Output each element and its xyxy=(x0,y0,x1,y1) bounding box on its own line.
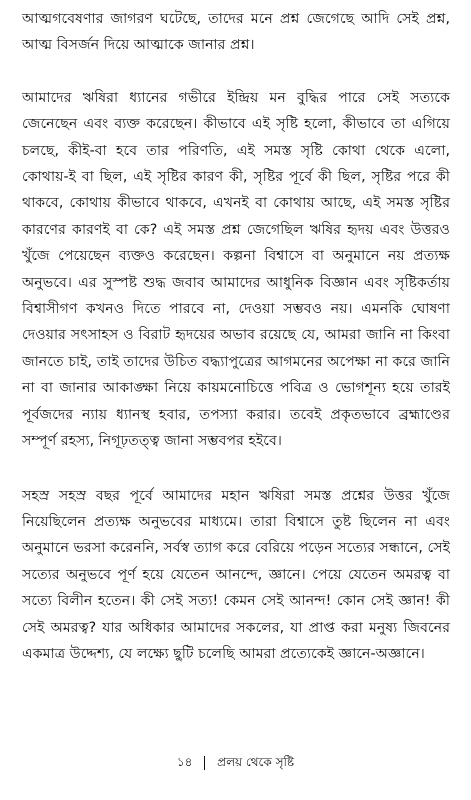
page-body xyxy=(22,6,450,667)
page-number: ১৪ xyxy=(176,755,193,769)
paragraph-3: সহস্র সহস্র বছর পূর্বে আমাদের মহান ঋষিরা সমস্ত প্রশ্নের উত্তর খুঁজে নিয়েছিলেন প্রত্যক্ষ অনুভবের মাধ্যমে। তারা বিশ্বাসে তুষ্ট ছিলেন না এবং অনুমানে ভরসা করেননি, সর্বস্ব ত্যাগ করে বেরিয়ে পড়েন সত্যের সন্ধানে, সেই সত্যের অনুভবে পূর্ণ হয়ে যেতেন আনন্দে, জ্ঞানে। পেয়ে যেতেন অমরত্ব বা সত্যে বিলীন হতেন। কী সেই সত্য! কেমন সেই আনন্দ! কোন সেই জ্ঞান! কী সেই অমরত্ব? যার অধিকার আমাদের সকলের, যা প্রাপ্ত করা মনুষ্য জিবনের একমাত্র উদ্দেশ্য, যে লক্ষ্যে ছুটি চলেছি আমরা প্রত্যেকেই জ্ঞানে-অজ্ঞানে। xyxy=(22,487,450,662)
page-footer xyxy=(0,752,471,772)
paragraph-1: আত্মগবেষণার জাগরণ ঘটেছে, তাদের মনে প্রশ্ন জেগেছে আদি সেই প্রশ্ন, আত্ম বিসর্জন দিয়ে আত্মাকে জানার প্রশ্ন। xyxy=(22,11,450,54)
paragraph-2: আমাদের ঋষিরা ধ্যানের গভীরে ইন্দ্রিয় মন বুদ্ধির পারে সেই সত্যকে জেনেছেন এবং ব্যক্ত করেছেন। কীভাবে এই সৃষ্টি হলো, কীভাবে তা এগিয়ে চলছে, কীই-বা হবে তার পরিণতি, এই সমস্ত সৃষ্টি কোথা থেকে এলো, কোথায়-ই বা ছিল, এই সৃষ্টির কারণ কী, সৃষ্টির পূর্বে কী ছিল, সৃষ্টির পরে কী থাকবে, কোথায় কীভাবে থাকবে, এখনই বা কোথায় আছে, এই সমস্ত সৃষ্টির কারণের কারণই বা কে? এই সমস্ত প্রশ্ন জেগেছিল ঋষির হৃদয় এবং উত্তরও খুঁজে পেয়েছেন ব্যক্তও করেছেন। কল্পনা বিশ্বাসে বা অনুমানে নয় প্রত্যক্ষ অনুভবে। এর সুস্পষ্ট শুদ্ধ জবাব আমাদের আধুনিক বিজ্ঞান এবং সৃষ্টিকর্তায় বিশ্বাসীগণ কখনও দিতে পারবে না, দেওয়া সম্ভবও নয়। এমনকি ঘোষণা দেওয়ার সৎসাহস ও বিরাট হৃদয়ের অভাব রয়েছে যে, আমরা জানি না কিংবা জানতে চাই, তাই তাদের উচিত বদ্ধ্যাপুত্রের আগমনের অপেক্ষা না করে জানি না বা জানার আকাঙ্ক্ষা নিয়ে কায়মনোচিত্তে পবিত্র ও ভোগশূন্য হয়ে তারই পূর্বজদের ন্যায় ধ্যানস্থ হবার, তপস্যা করার। তবেই প্রকৃতভাবে ব্রহ্মাণ্ডের সম্পূর্ণ রহস্য, নিগূঢ়তত্ত্ব জানা সম্ভবপর হইবে। xyxy=(22,89,450,450)
book-title: প্রলয় থেকে সৃষ্টি xyxy=(217,755,295,769)
footer-separator xyxy=(204,756,205,770)
